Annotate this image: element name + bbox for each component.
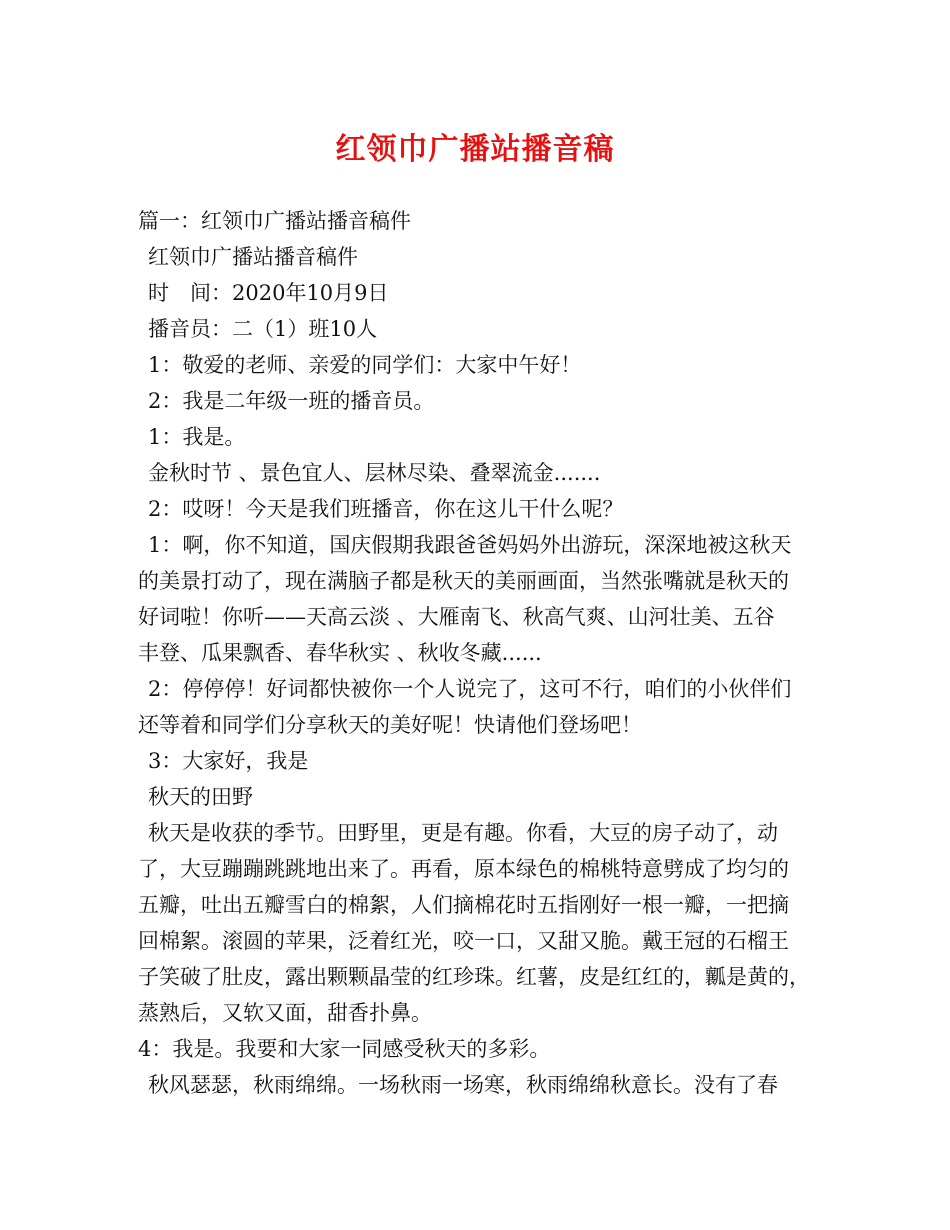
text-line: 子笑破了肚皮，露出颗颗晶莹的红珍珠。红薯，皮是红红的，瓤是黄的， <box>138 965 810 989</box>
text-line: 秋天是收获的季节。田野里，更是有趣。你看，大豆的房子动了，动 <box>148 821 778 845</box>
poem-title: 秋天的田野 <box>148 785 253 809</box>
text-line: 丰登、瓜果飘香、春华秋实 、秋收冬藏...... <box>138 641 542 665</box>
announcer-line: 播音员：二（1）班10人 <box>148 317 378 341</box>
text-line: 蒸熟后，又软又面，甜香扑鼻。 <box>138 1001 432 1025</box>
text-line: 秋风瑟瑟，秋雨绵绵。一场秋雨一场寒，秋雨绵绵秋意长。没有了春 <box>148 1073 778 1097</box>
text-line: 的美景打动了，现在满脑子都是秋天的美丽画面，当然张嘴就是秋天的 <box>138 569 789 593</box>
document-body <box>138 203 828 1103</box>
text-line: 1：我是。 <box>148 425 246 449</box>
text-line: 金秋时节 、景色宜人、层林尽染、叠翠流金....... <box>148 461 601 485</box>
section-heading: 篇一：红领巾广播站播音稿件 <box>138 209 411 233</box>
subtitle-line: 红领巾广播站播音稿件 <box>148 245 358 269</box>
text-line: 还等着和同学们分享秋天的美好呢！快请他们登场吧！ <box>138 713 642 737</box>
text-line: 2：我是二年级一班的播音员。 <box>148 389 435 413</box>
text-line: 3：大家好，我是 <box>148 749 309 773</box>
document-title: 红领巾广播站播音稿 <box>335 132 615 167</box>
text-line: 2：停停停！好词都快被你一个人说完了，这可不行，咱们的小伙伴们 <box>148 677 792 701</box>
text-line: 好词啦！你听——天高云淡 、大雁南飞、秋高气爽、山河壮美、五谷 <box>138 605 775 629</box>
text-line: 了，大豆蹦蹦跳跳地出来了。再看，原本绿色的棉桃特意劈成了均匀的 <box>138 857 789 881</box>
text-line: 2：哎呀！今天是我们班播音，你在这儿干什么呢？ <box>148 497 624 521</box>
time-line: 时 间：2020年10月9日 <box>148 281 389 305</box>
text-line: 回棉絮。滚圆的苹果，泛着红光，咬一口，又甜又脆。戴王冠的石榴王 <box>138 929 789 953</box>
text-line: 1：啊，你不知道，国庆假期我跟爸爸妈妈外出游玩，深深地被这秋天 <box>148 533 792 557</box>
text-line: 4：我是。我要和大家一同感受秋天的多彩。 <box>138 1037 551 1061</box>
text-line: 五瓣，吐出五瓣雪白的棉絮，人们摘棉花时五指刚好一根一瓣，一把摘 <box>138 893 789 917</box>
text-line: 1：敬爱的老师、亲爱的同学们：大家中午好！ <box>148 353 582 377</box>
